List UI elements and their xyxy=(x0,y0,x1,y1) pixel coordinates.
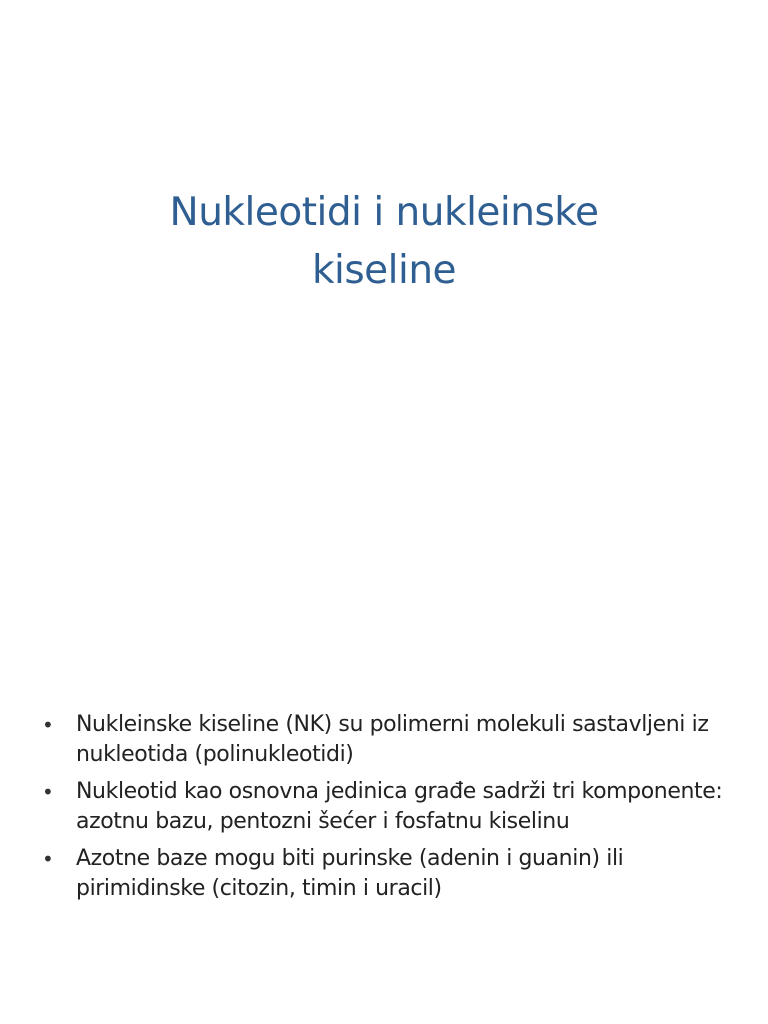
slide-title-line-2: kiseline xyxy=(311,248,457,293)
bullet-list xyxy=(38,710,738,911)
bullet-item-3 xyxy=(38,844,738,904)
slide-title-line-1: Nukleotidi i nukleinske xyxy=(169,190,599,235)
bullet-dot-icon: • xyxy=(42,713,54,737)
bullet-text-3: Azotne baze mogu biti purinske (adenin i guanin) ili pirimidinske (citozin, timin i uracil) xyxy=(76,846,624,901)
bullet-text-1: Nukleinske kiseline (NK) su polimerni molekuli sastavljeni iz nukleotida (polinukleotidi) xyxy=(76,712,709,767)
bullet-dot-icon: • xyxy=(42,780,54,804)
bullet-text-2: Nukleotid kao osnovna jedinica građe sadrži tri komponente: azotnu bazu, pentozni šećer i fosfatnu kiselinu xyxy=(76,779,723,834)
slide-title xyxy=(0,184,768,300)
bullet-dot-icon: • xyxy=(42,847,54,871)
bullet-item-2 xyxy=(38,777,738,837)
bullet-item-1 xyxy=(38,710,738,770)
